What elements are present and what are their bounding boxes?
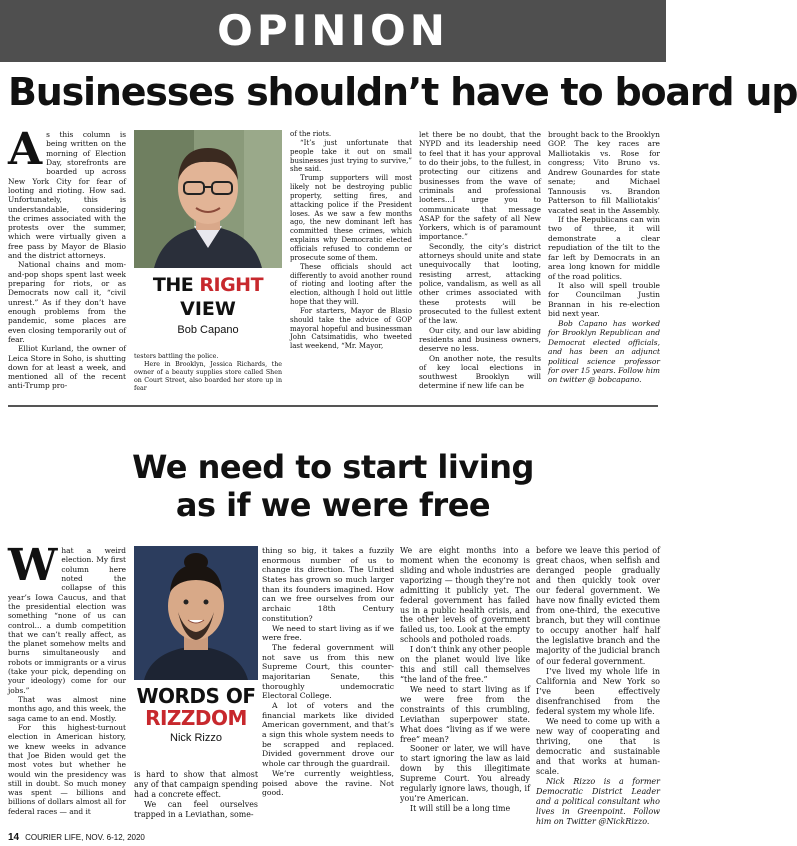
page-footer — [8, 832, 145, 843]
article1-paragraph: National chains and mom-and-pop shops spent last week preparing for riots, or as Democrats now call it, “civil unrest.” As if they don’t have enough problems from the pandemic, some places are even closing temporarily out of fear. — [8, 260, 126, 344]
article2-column-4 — [536, 546, 660, 828]
article1-paragraph: Here in Brooklyn, Jessica Richards, the owner of a beauty supplies store called Shen on Court Street, also boarded her store up in fear — [134, 361, 282, 392]
article-divider — [8, 405, 658, 407]
article1-column-2 — [290, 130, 412, 351]
author-photo-nick-rizzo — [134, 546, 258, 680]
article2-headline-line: We need to start living — [132, 448, 534, 486]
article1-paragraph: On another note, the results of key local elections in southwest Brooklyn will determine if new life can be — [419, 353, 541, 391]
article1-paragraph: Our city, and our law abiding residents and business owners, deserve no less. — [419, 325, 541, 354]
article2-paragraph: It will still be a long time — [410, 803, 511, 813]
article1-paragraph: Secondly, the city’s district attorneys should unite and state unequivocally that looting, resisting arrest, attacking police, vandalism, as well as all other crimes associated with these protests will be prosecuted to the fullest extent of the law. — [419, 241, 541, 326]
article1-paragraph: of the riots. — [290, 130, 332, 138]
article2-paragraph: For this highest-turnout election in American history, we knew weeks in advance that Joe Biden would get the most votes but whether he would win the presidency was still in doubt. So much money was spent — billions and billions of dollars almost all for federal races — and it — [8, 722, 126, 816]
article1-column-2-continued — [134, 353, 282, 393]
article2-paragraph: I don’t think any other people on the planet would live like this and still call themselves “the land of the free.” — [400, 645, 530, 684]
article2-paragraph: That was almost nine months ago, and this week, the saga came to an end. Mostly. — [8, 695, 126, 723]
column-title-word: THE — [152, 274, 200, 296]
article1-paragraph: brought back to the Brooklyn GOP. The key races are Malliotakis vs. Rose for congress; Vito Bruno vs. Andrew Gounardes for state senate; and Michael Tannousis vs. Brandon Patterson to fill Malliotakis’ vacated seat in the Assembly. — [548, 130, 660, 215]
column-title-view: VIEW — [180, 298, 236, 320]
article2-paragraph: We need to start living as if we were free from the constraints of this crumbling, Leviathan superpower state. What does “living as if we were free” mean? — [400, 684, 530, 744]
article2-paragraph: thing so big, it takes a fuzzily enormous number of us to change its direction. The United States has grown so much larger than its founders imagined. How can we free ourselves from our archaic 18th Century constitution? — [262, 546, 394, 623]
article2-paragraph: We need to start living as if we were free. — [262, 623, 394, 643]
column-title-accent: RIGHT — [199, 274, 264, 296]
article2-column-1 — [8, 540, 126, 828]
article2-paragraph: The federal government will not save us from this new Supreme Court, this counter-majoritarian Senate, this thoroughly undemocratic Electoral College. — [262, 642, 394, 701]
article1-column-4 — [548, 130, 660, 392]
article2-paragraph: We are eight months into a moment when the economy is sliding and whole industries are vaporizing — though they’re not admitting it publicly yet. The federal government has failed us in a public health crisis, and the other levels of government failed us, too. Look at the empty schools and potholed roads. — [400, 546, 530, 645]
section-banner — [0, 0, 666, 62]
article2-dropcap: W — [8, 540, 58, 591]
column-author: Bob Capano — [177, 324, 239, 336]
article2-paragraph: We can feel ourselves trapped in a Leviathan, some- — [134, 799, 258, 819]
section-title: OPINION — [217, 6, 449, 55]
article1-column-1 — [8, 124, 126, 392]
article1-author-tagline: Bob Capano has worked for Brooklyn Republican and Democrat elected officials, and has been an adjunct political science professor for over 15 years. Follow him on twitter @ bobcapano. — [548, 318, 660, 385]
article1-paragraph: s this column is being written on the morning of Election Day, storefronts are boarded up across New York City for fear of looting and rioting. How sad. Unfortunately, this is understandable, considering the crimes associated with the protests over the summer, which were virtually given a free pass by Mayor de Blasio and the district attorneys. — [8, 130, 126, 261]
page-number: 14 — [8, 832, 20, 843]
article2-paragraph: hat a weird election. My first column here noted the collapse of this year’s Iowa Caucus, and that the presidential election was something “none of us can control... a dumb competition that we can’t really affect, as the planet somehow melts and burns simultaneously and robots or immigrants or a virus (take your pick, depending on your ideology) come for our jobs.” — [8, 546, 126, 695]
article1-paragraph: Elliot Kurland, the owner of Leica Store in Soho, is shutting down for at least a week, and mentioned all of the recent anti-Trump pro- — [8, 344, 126, 391]
article1-paragraph: For starters, Mayor de Blasio should take the advice of GOP mayoral hopeful and businessman John Catsimatidis, who tweeted last weekend, “Mr. Mayor, — [290, 306, 412, 351]
publication-line: COURIER LIFE, NOV. 6-12, 2020 — [25, 833, 145, 842]
article2-paragraph: We need to come up with a new way of cooperating and thriving, one that is democratic and sustainable and that works at human-scale. — [536, 716, 660, 777]
article2-paragraph: before we leave this period of great chaos, when selfish and deranged people gradually and then quickly took over our federal government. We have now finally evicted them from one-third, the executive branch, but they will continue to occupy another half half the legislative branch and the majority of the judicial branch of our federal government. — [536, 546, 660, 666]
article2-column-2 — [262, 546, 394, 808]
article2-paragraph: We’re currently weightless, poised above the ravine. Not good. — [262, 768, 394, 798]
article2-column-2-continued — [134, 770, 258, 828]
author-photo-bob-capano — [134, 130, 282, 268]
article1-paragraph: Trump supporters will most likely not be destroying public property, setting fires, and attacking police if the President loses. As we saw a few months ago, the new dominant left has committed these crimes, which explains why Democratic elected officials refused to condemn or prosecute some of them. — [290, 174, 412, 262]
article1-paragraph: It also will spell trouble for Councilman Justin Brannan in his re-election bid next year. — [548, 281, 660, 319]
article1-paragraph: “It’s just unfortunate that people take it out on small businesses just trying to survive,” she said. — [290, 138, 412, 174]
column-title-words-of: WORDS OF — [136, 684, 256, 708]
article2-author-tagline: Nick Rizzo is a former Democratic District Leader and a political consultant who lives in Greenpoint. Follow him on Twitter @NickRizzo. — [536, 777, 660, 827]
article2-headline — [8, 448, 658, 524]
article2-paragraph: I’ve lived my whole life in California and New York so I’ve been effectively disenfranchised from the federal system my whole life. — [536, 666, 660, 716]
portrait-illustration — [134, 546, 258, 680]
article2-headline-line: as if we were free — [175, 486, 491, 524]
article1-headline: Businesses shouldn’t have to board up — [8, 70, 797, 114]
article2-paragraph: Sooner or later, we will have to start ignoring the law as laid down by this illegitimate Supreme Court. You already regularly ignore laws, though, if you’re American. — [400, 744, 530, 804]
portrait-illustration — [134, 130, 282, 268]
article1-dropcap: A — [8, 124, 43, 175]
article2-paragraph: is hard to show that almost any of that campaign spending had a concrete effect. — [134, 770, 258, 799]
article1-paragraph: testers battling the police. — [134, 353, 219, 360]
article1-paragraph: let there be no doubt, that the NYPD and its leadership need to feel that it has your approval to do their jobs, to the fullest, in protecting our citizens and businesses from the wave of criminals and professional looters…I urge you to communicate that message ASAP for the safety of all New Yorkers, which is of paramount importance.” — [419, 130, 541, 242]
article1-paragraph: These officials should act differently to avoid another round of rioting and looting after the election, although I hold out little hope that they will. — [290, 262, 412, 307]
column-author: Nick Rizzo — [170, 732, 222, 744]
article2-paragraph: A lot of voters and the financial markets like divided American government, and that’s a sign this whole system needs to be scrapped and replaced. Divided government drove our whole car through the guardrail. — [262, 701, 394, 769]
article1-column-3 — [419, 130, 541, 392]
column-title-the-right — [134, 276, 282, 295]
article2-column-3 — [400, 546, 530, 828]
article1-paragraph: If the Republicans can win two of three, it will demonstrate a clear repudiation of the tilt to the far left by Democrats in an area long known for middle of the road politics. — [548, 214, 660, 281]
column-title-rizzdom: RIZZDOM — [145, 706, 247, 730]
